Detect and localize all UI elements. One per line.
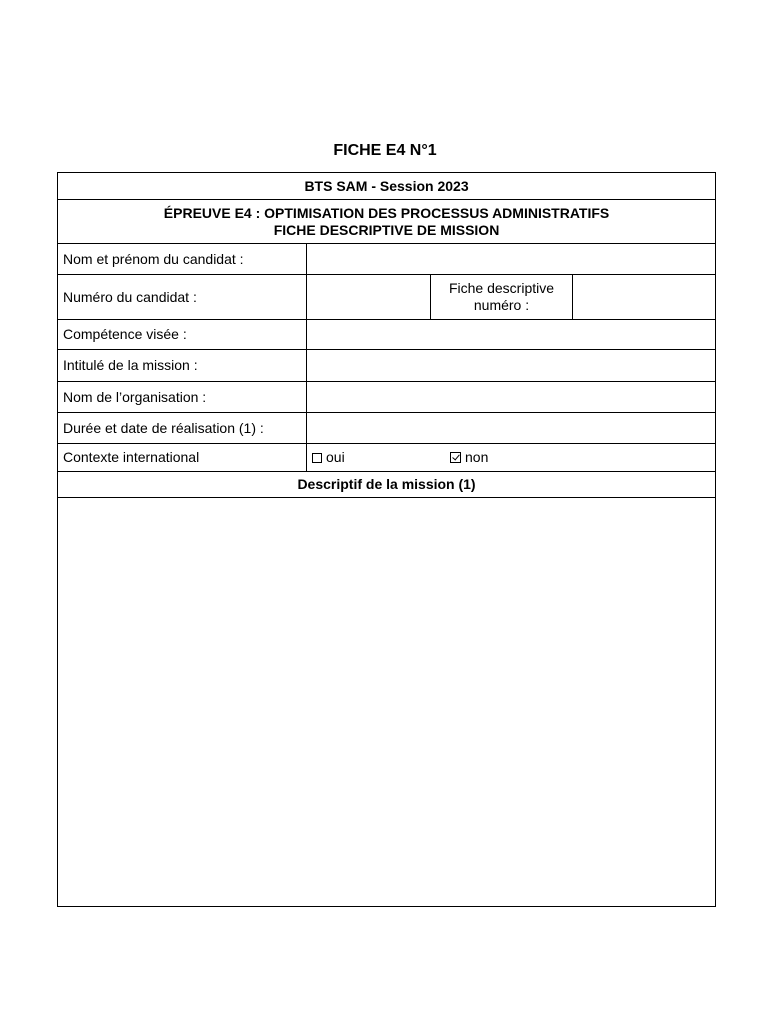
- contexte-oui-label: oui: [326, 449, 345, 465]
- nom-field[interactable]: [307, 244, 716, 275]
- epreuve-title: ÉPREUVE E4 : OPTIMISATION DES PROCESSUS ADMINISTRATIFS: [163, 204, 610, 221]
- session-header: BTS SAM - Session 2023: [58, 173, 716, 200]
- competence-label: Compétence visée :: [58, 320, 307, 350]
- fiche-numero-field[interactable]: [573, 275, 716, 320]
- descriptif-heading: Descriptif de la mission (1): [58, 472, 716, 498]
- fiche-numero-label-line2: numéro :: [473, 297, 530, 313]
- organisation-field[interactable]: [307, 382, 716, 413]
- organisation-label: Nom de l’organisation :: [58, 382, 307, 413]
- contexte-label: Contexte international: [58, 444, 307, 472]
- fiche-numero-label-line1: Fiche descriptive: [448, 280, 555, 296]
- fiche-numero-label: [431, 275, 573, 320]
- fiche-subtitle: FICHE DESCRIPTIVE DE MISSION: [273, 221, 500, 238]
- duree-label: Durée et date de réalisation (1) :: [58, 413, 307, 444]
- duree-field[interactable]: [307, 413, 716, 444]
- descriptif-field[interactable]: [58, 498, 716, 907]
- nom-label: Nom et prénom du candidat :: [58, 244, 307, 275]
- intitule-field[interactable]: [307, 350, 716, 382]
- contexte-oui-option[interactable]: [312, 449, 450, 466]
- page-title: FICHE E4 N°1: [333, 142, 437, 159]
- checked-box-icon: [450, 452, 461, 463]
- mission-form-table: [57, 172, 716, 907]
- numero-label: Numéro du candidat :: [58, 275, 307, 320]
- contexte-non-option[interactable]: [450, 449, 488, 466]
- numero-field[interactable]: [307, 275, 431, 320]
- epreuve-header: [58, 200, 716, 244]
- contexte-non-label: non: [465, 449, 489, 465]
- unchecked-box-icon: [312, 453, 322, 463]
- competence-field[interactable]: [307, 320, 716, 350]
- intitule-label: Intitulé de la mission :: [58, 350, 307, 382]
- contexte-options: [307, 444, 716, 472]
